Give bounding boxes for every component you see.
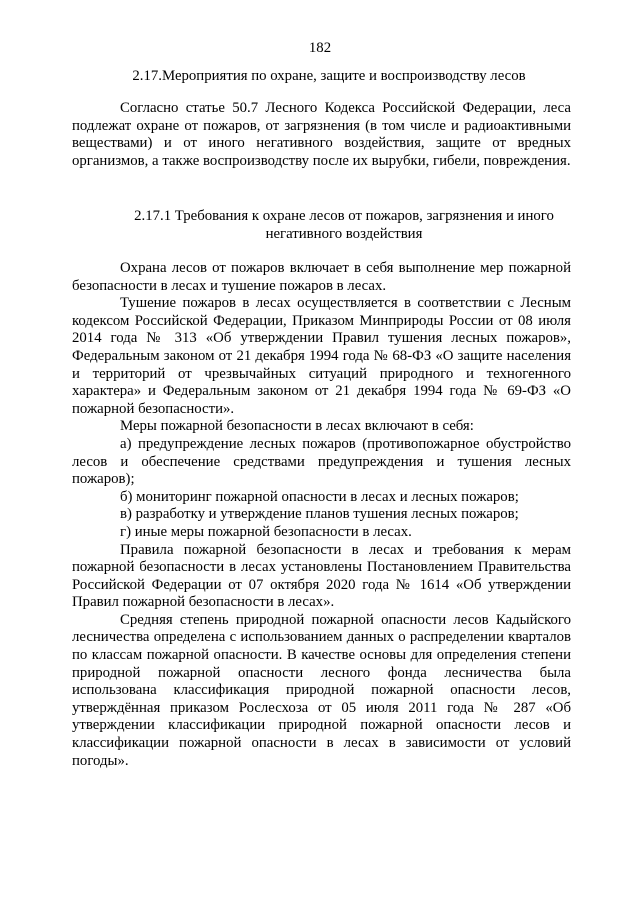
list-item-b: б) мониторинг пожарной опасности в лесах и лесных пожаров; <box>120 488 519 505</box>
subsection-heading: 2.17.1 Требования к охране лесов от пожаров, загрязнения и иного негативного воздействия <box>134 208 554 242</box>
list-item-c: в) разработку и утверждение планов тушения лесных пожаров; <box>120 506 519 523</box>
section-heading: 2.17.Мероприятия по охране, защите и воспроизводству лесов <box>132 68 526 84</box>
list-item-a: а) предупреждение лесных пожаров (противопожарное обустройство лесов и обеспечение средствами предупреждения и тушения лесных пожаров); <box>72 435 571 488</box>
paragraph-fire-rules: Правила пожарной безопасности в лесах и требования к мерам пожарной безопасности в лесах установлены Постановлением Правительства Российской Федерации от 07 октября 2020 года № 1614 «Об утверждении Правил пожарной безопасности в лесах». <box>72 541 571 611</box>
paragraph-firefighting-law: Тушение пожаров в лесах осуществляется в соответствии с Лесным кодексом Российской Федерации, Приказом Минприроды России от 08 июля 2014 года № 313 «Об утверждении Правил тушения лесных пожаров», Федеральным законом от 21 декабря 1994 года № 68-ФЗ «О защите населения и территорий от чрезвычайных ситуаций природного и техногенного характера» и Федеральным законом от 21 декабря 1994 года № 69-ФЗ «О пожарной безопасности». <box>72 295 571 417</box>
body-text <box>72 260 571 770</box>
intro-paragraph: Согласно статье 50.7 Лесного Кодекса Российской Федерации, леса подлежат охране от пожаров, от загрязнения (в том числе и радиоактивными веществами) и от иного негативного воздействия, защите от вредных организмов, а также воспроизводству после их вырубки, гибели, повреждения. <box>72 100 571 169</box>
paragraph-fire-protection: Охрана лесов от пожаров включает в себя выполнение мер пожарной безопасности в лесах и тушение пожаров в лесах. <box>72 260 571 294</box>
list-item-d: г) иные меры пожарной безопасности в лесах. <box>120 523 412 540</box>
paragraph-fire-danger-class: Средняя степень природной пожарной опасности лесов Кадыйского лесничества определена с использованием данных о распределении кварталов по классам пожарной опасности. В качестве основы для определения степени природной пожарной опасности лесного фонда лесничества была использована классификация природной пожарной опасности лесов, утверждённая приказом Рослесхоза от 05 июля 2011 года № 287 «Об утверждении классификации природной пожарной опасности лесов и классификации пожарной опасности в лесах в зависимости от условий погоды». <box>72 611 571 769</box>
page-number: 182 <box>308 40 332 56</box>
paragraph-measures-intro: Меры пожарной безопасности в лесах включают в себя: <box>120 418 474 435</box>
